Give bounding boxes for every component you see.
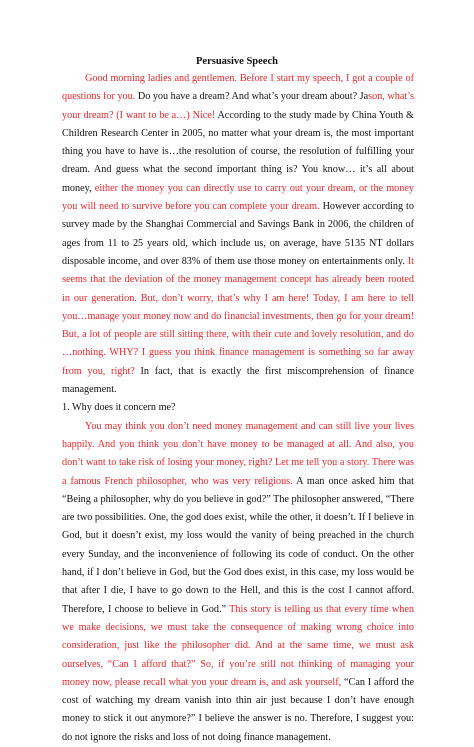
document-body [62,70,414,747]
highlighted-text: You may think you don’t need money management and can still live your lives happily. And you think you don’t have money to be managed at all. And also, you don’t want to take risk of losing your money, right? Let me tell you a story. There was a famous French philosopher, who was very religious. [62,420,414,487]
body-text: “Can I afford the cost of watching my dream vanish into thin air just because I don’t have enough money to stick it out anymore?” I believe the answer is no. Therefore, I suggest you: do not ignore the risks and loss of not doing finance management. [62,676,414,743]
paragraph-2 [62,418,414,747]
paragraph-1 [62,70,414,399]
body-text: Do you have a dream? And what’s your dream about? Ja [137,91,369,103]
document-title: Persuasive Speech [196,56,278,67]
highlighted-text: It seems that the deviation of the money management concept has already been rooted in our generation. But, don’t worry, that’s why I am here! Today, I am here to tell you…manage your money now and do financial investments, then go for your dream! But, a lot of people are still sitting there, with their cute and lovely resolution, and do …nothing. WHY? I guess you think finance management is something so far away from you, right? [62,255,414,377]
highlighted-text: Good morning ladies and gentlemen. Before I start my speech, I got a couple of questions for you. [62,73,414,103]
body-text: A man once asked him that “Being a philosopher, why do you believe in god?” The philosopher answered, “There are two possibilities. One, the god does exist, while the other, it doesn’t. If I believe in God, but it doesn’t exist, my loss would the vanity of being preached in the church every Sunday, and the inconvenience of following its code of conduct. On the other hand, if I don’t believe in God, but the God does exist, in this case, my loss would be that after I die, I have to go down to the Hell, and this is the cost I cannot afford. Therefore, I choose to believe in God.” [62,475,415,615]
body-text: 1. Why does it concern me? [62,402,176,414]
highlighted-text: either the money you can directly use to carry out your dream, or the money you will need to survive before you can complete your dream. [62,182,414,213]
body-text: However according to survey made by the Shanghai Commercial and Savings Bank in 2006, the children of ages from 11 to 25 years old, which include us, on average, have 5135 NT dollars disposable income, and over 83% of them use those money on entertainments only. [62,201,414,267]
body-text: According to the study made by China Youth & Children Research Center in 2005, no matter what your dream is, the most important thing you have to have is…the resolution of course, the resolution of fulfilling your dream. And guess what the second important thing is? You know… it’s all about money, [62,109,414,194]
highlighted-text: So, if you’re still not thinking of managing your money now, please recall what you your dream is, and ask yourself, [62,658,414,688]
highlighted-text: This story is telling us that every time when we make decisions, we must take the consequence of making wrong choice into consideration, just like the philosopher did. And at the same time, we must ask ourselves, “Can I afford that?” [62,603,414,670]
highlighted-text: son, what’s your dream? (I want to be a…) Nice! [62,91,415,121]
body-text: In fact, that is exactly the first miscomprehension of finance management. [62,365,414,396]
list-item-1 [62,399,414,417]
